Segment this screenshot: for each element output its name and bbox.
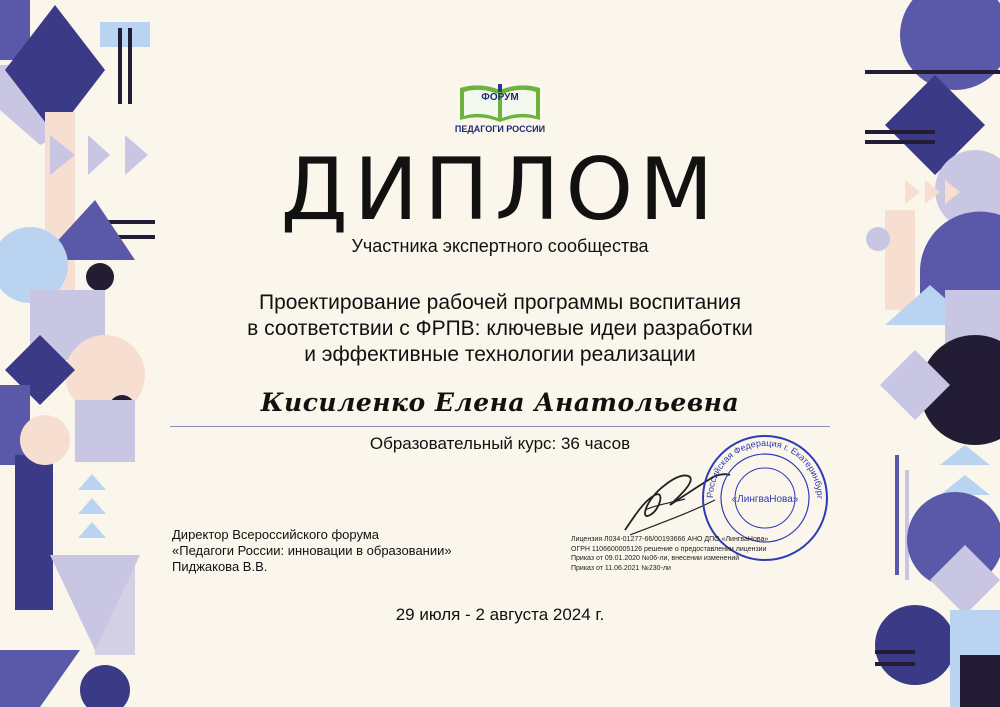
license-line: Лицензия Л034-01277-66/00193666 АНО ДПО «ЛингваНова» [571,536,769,543]
license-info [571,535,768,573]
director-line: Пиджакова В.В. [172,559,268,574]
recipient-name: Кисиленко Елена Анатольевна [260,388,740,417]
course-dates: 29 июля - 2 августа 2024 г. [395,605,605,624]
diploma-title: ДИПЛОМ [280,140,720,240]
topic-line: Проектирование рабочей программы воспитания [258,291,741,314]
diploma-subtitle: Участника экспертного сообщества [351,236,649,256]
director-signature-block [172,527,452,575]
license-line: ОГРН 1106600005126 решение о предоставлении лицензии [571,545,767,553]
course-hours: Образовательный курс: 36 часов [369,434,631,453]
logo-text-forum: ФОРУМ [481,92,519,103]
logo-text-pedagogi: ПЕДАГОГИ РОССИИ [454,124,546,134]
license-line: Приказ от 09.01.2020 №06-ли, внесении изменений [571,555,740,562]
stamp-center-text: «ЛингваНова» [731,494,799,505]
topic-line: и эффективные технологии реализации [304,343,696,366]
course-topic [0,290,1000,368]
director-line: Директор Всероссийского форума [172,527,380,542]
director-line: «Педагоги России: инновации в образовании» [172,543,452,558]
name-underline [170,426,830,427]
forum-logo [450,80,550,140]
stamp-ring-text: Российская Федерация г. Екатеринбург [704,437,826,500]
svg-text:Российская Федерация г. Екатер [705,438,825,500]
license-line: Приказ от 11.06.2021 №230-ли [571,564,671,572]
topic-line: в соответствии с ФРПВ: ключевые идеи разработки [247,317,753,340]
